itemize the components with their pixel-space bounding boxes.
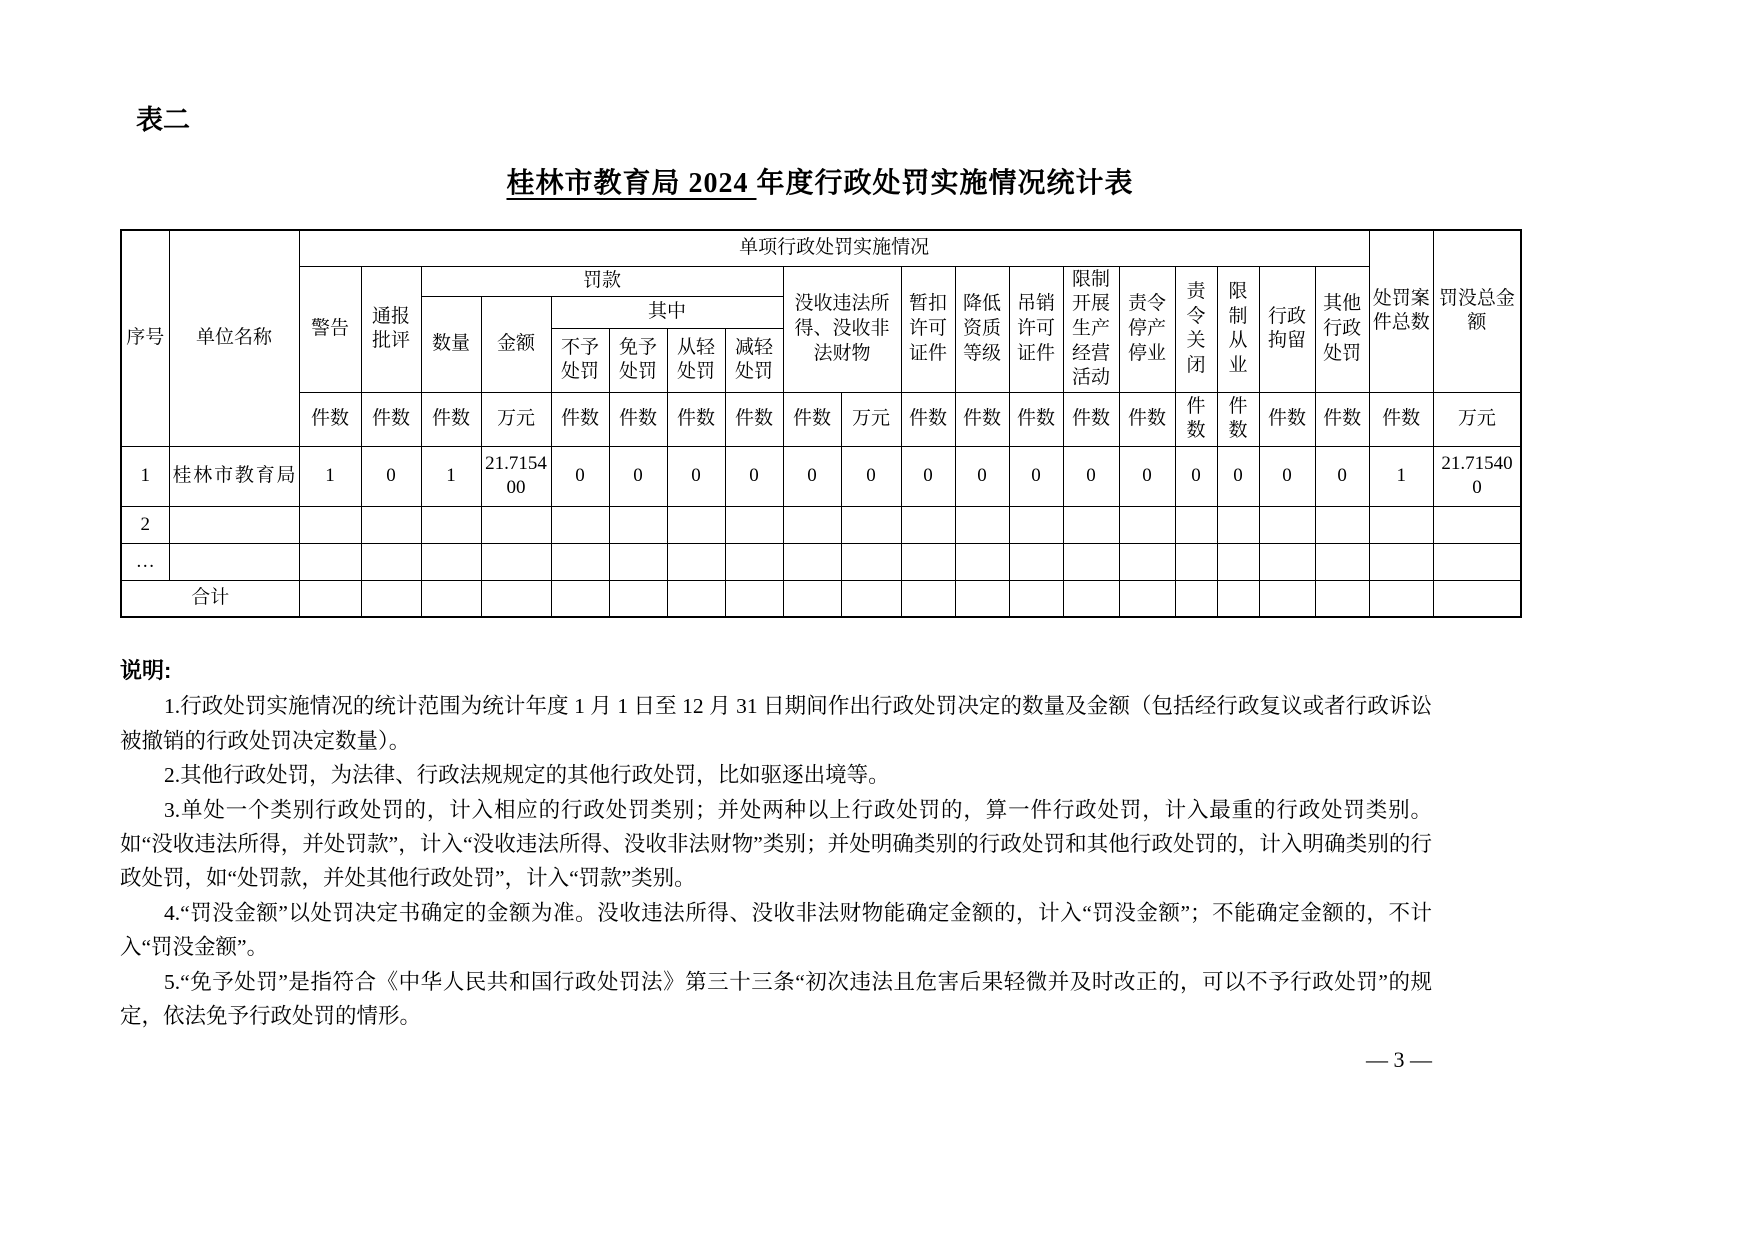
header-row-categories [121, 266, 1521, 296]
cell-value: 0 [1009, 446, 1063, 506]
unit-cell: 件数 [609, 392, 667, 446]
cell-index: 1 [121, 446, 169, 506]
cell-value [1369, 580, 1433, 617]
cell-total-label: 合计 [121, 580, 299, 617]
col-header-restrict-operation: 限制开展生产经营活动 [1063, 266, 1119, 392]
cell-value [1369, 506, 1433, 543]
cell-value [725, 543, 783, 580]
cell-value [609, 580, 667, 617]
unit-cell: 万元 [481, 392, 551, 446]
cell-value [1259, 506, 1315, 543]
header-row-units [121, 392, 1521, 446]
cell-value: 1 [1369, 446, 1433, 506]
col-header-revoke-license: 吊销许可证件 [1009, 266, 1063, 392]
unit-cell: 件数 [421, 392, 481, 446]
cell-value: 0 [609, 446, 667, 506]
unit-cell: 件数 [551, 392, 609, 446]
cell-value [609, 543, 667, 580]
cell-value [667, 506, 725, 543]
header-row-group [121, 230, 1521, 266]
col-header-lighter-penalty: 从轻处罚 [667, 328, 725, 392]
unit-cell: 件数 [1009, 392, 1063, 446]
cell-value: 0 [1217, 446, 1259, 506]
cell-value [1009, 506, 1063, 543]
cell-value [1315, 543, 1369, 580]
cell-value [1315, 580, 1369, 617]
cell-value: 0 [955, 446, 1009, 506]
cell-value: 0 [1063, 446, 1119, 506]
cell-value: 1 [299, 446, 361, 506]
cell-value [1175, 580, 1217, 617]
cell-value [1063, 506, 1119, 543]
cell-value [955, 580, 1009, 617]
unit-cell: 件数 [1217, 392, 1259, 446]
cell-value: 0 [551, 446, 609, 506]
cell-value: 0 [1119, 446, 1175, 506]
cell-value [667, 580, 725, 617]
table-row [121, 506, 1521, 543]
col-header-downgrade: 降低资质等级 [955, 266, 1009, 392]
notes-section [120, 654, 1432, 1033]
cell-value [1259, 580, 1315, 617]
unit-cell: 件数 [725, 392, 783, 446]
cell-value [841, 506, 901, 543]
cell-value [361, 543, 421, 580]
cell-value [841, 580, 901, 617]
table-label: 表二 [136, 105, 190, 135]
cell-value: 0 [361, 446, 421, 506]
cell-unit-name: 桂林市教育局 [169, 446, 299, 506]
table-row [121, 543, 1521, 580]
cell-value [1063, 580, 1119, 617]
cell-value [1259, 543, 1315, 580]
col-header-suspend-license: 暂扣许可证件 [901, 266, 955, 392]
cell-value [1217, 506, 1259, 543]
cell-value [421, 543, 481, 580]
col-header-restrict-practice: 限制从业 [1217, 266, 1259, 392]
cell-value [1119, 543, 1175, 580]
col-header-confiscation: 没收违法所得、没收非法财物 [783, 266, 901, 392]
unit-cell: 件数 [1119, 392, 1175, 446]
cell-value [783, 506, 841, 543]
col-header-index: 序号 [121, 230, 169, 446]
col-header-single-penalty-group: 单项行政处罚实施情况 [299, 230, 1369, 266]
title-rest-part: 年度行政处罚实施情况统计表 [756, 168, 1134, 199]
cell-value [361, 580, 421, 617]
cell-value [667, 543, 725, 580]
col-header-among-which: 其中 [551, 296, 783, 328]
col-header-other-penalty: 其他行政处罚 [1315, 266, 1369, 392]
unit-cell: 件数 [361, 392, 421, 446]
unit-cell: 件数 [901, 392, 955, 446]
cell-value [481, 580, 551, 617]
cell-unit-name [169, 506, 299, 543]
cell-value [1175, 543, 1217, 580]
note-item: 4.“罚没金额”以处罚决定书确定的金额为准。没收违法所得、没收非法财物能确定金额的，计入“罚没金额”；不能确定金额的，不计入“罚没金额”。 [120, 900, 1432, 960]
note-item: 5.“免予处罚”是指符合《中华人民共和国行政处罚法》第三十三条“初次违法且危害后果轻微并及时改正的，可以不予行政处罚”的规定，依法免予行政处罚的情形。 [120, 969, 1432, 1028]
cell-value [901, 506, 955, 543]
cell-value [1063, 543, 1119, 580]
cell-value [1009, 580, 1063, 617]
note-item: 3.单处一个类别行政处罚的，计入相应的行政处罚类别；并处两种以上行政处罚的，算一件行政处罚，计入最重的行政处罚类别。如“没收违法所得，并处罚款”，计入“没收违法所得、没收非法财物”类别；并处明确类别的行政处罚和其他行政处罚的，计入明确类别的行政处罚，如“处罚款，并处其他行政处罚”，计入“罚款”类别。 [120, 797, 1432, 891]
note-item: 1.行政处罚实施情况的统计范围为统计年度 1 月 1 日至 12 月 31 日期间作出行政处罚决定的数量及金额（包括经行政复议或者行政诉讼被撤销的行政处罚决定数量）。 [120, 694, 1432, 753]
cell-value: 0 [1175, 446, 1217, 506]
col-header-exempt-penalty: 免予处罚 [609, 328, 667, 392]
cell-value [1217, 543, 1259, 580]
title-underlined-part: 桂林市教育局 2024 [506, 168, 757, 199]
cell-value: 0 [841, 446, 901, 506]
cell-value [1175, 506, 1217, 543]
cell-value [841, 543, 901, 580]
cell-value [551, 580, 609, 617]
cell-value: 0 [901, 446, 955, 506]
cell-value [299, 580, 361, 617]
cell-value [481, 506, 551, 543]
cell-value [955, 543, 1009, 580]
cell-value [1119, 580, 1175, 617]
cell-value [1433, 543, 1521, 580]
cell-value [299, 506, 361, 543]
cell-value [299, 543, 361, 580]
cell-value [1119, 506, 1175, 543]
cell-value [1315, 506, 1369, 543]
cell-value: 0 [1315, 446, 1369, 506]
unit-cell: 件数 [783, 392, 841, 446]
cell-value [1009, 543, 1063, 580]
col-header-order-closure: 责令关闭 [1175, 266, 1217, 392]
col-header-total-amount: 罚没总金额 [1433, 230, 1521, 392]
cell-unit-name [169, 543, 299, 580]
cell-value [551, 543, 609, 580]
notes-label: 说明: [120, 658, 172, 684]
cell-value [901, 543, 955, 580]
cell-value [725, 506, 783, 543]
unit-cell: 件数 [1259, 392, 1315, 446]
cell-value: 21.715400 [1433, 446, 1521, 506]
unit-cell: 件数 [667, 392, 725, 446]
cell-value [551, 506, 609, 543]
cell-value [955, 506, 1009, 543]
col-header-unit-name: 单位名称 [169, 230, 299, 446]
cell-value: 1 [421, 446, 481, 506]
col-header-no-penalty: 不予处罚 [551, 328, 609, 392]
cell-value [361, 506, 421, 543]
cell-value [1433, 506, 1521, 543]
unit-cell: 件数 [1315, 392, 1369, 446]
cell-index: … [121, 543, 169, 580]
cell-value [901, 580, 955, 617]
cell-value: 21.715400 [481, 446, 551, 506]
col-header-fine-count: 数量 [421, 296, 481, 392]
unit-cell: 件数 [955, 392, 1009, 446]
col-header-halt-production: 责令停产停业 [1119, 266, 1175, 392]
cell-value [421, 506, 481, 543]
page-title [120, 161, 1520, 201]
cell-value [1369, 543, 1433, 580]
cell-value: 0 [667, 446, 725, 506]
unit-cell: 件数 [299, 392, 361, 446]
cell-value [1433, 580, 1521, 617]
page-number: — 3 — [1366, 1047, 1432, 1073]
unit-cell: 件数 [1063, 392, 1119, 446]
col-header-fine-group: 罚款 [421, 266, 783, 296]
cell-value [725, 580, 783, 617]
col-header-fine-amount: 金额 [481, 296, 551, 392]
col-header-detention: 行政拘留 [1259, 266, 1315, 392]
unit-cell: 万元 [1433, 392, 1521, 446]
unit-cell: 万元 [841, 392, 901, 446]
table-row-total [121, 580, 1521, 617]
cell-value: 0 [725, 446, 783, 506]
cell-value [481, 543, 551, 580]
cell-value [1217, 580, 1259, 617]
unit-cell: 件数 [1175, 392, 1217, 446]
unit-cell: 件数 [1369, 392, 1433, 446]
penalty-statistics-table [120, 229, 1522, 618]
cell-value [421, 580, 481, 617]
cell-value: 0 [1259, 446, 1315, 506]
cell-value [783, 580, 841, 617]
cell-value [783, 543, 841, 580]
col-header-total-cases: 处罚案件总数 [1369, 230, 1433, 392]
cell-index: 2 [121, 506, 169, 543]
cell-value: 0 [783, 446, 841, 506]
note-item: 2.其他行政处罚，为法律、行政法规规定的其他行政处罚，比如驱逐出境等。 [164, 763, 890, 788]
col-header-warning: 警告 [299, 266, 361, 392]
table-row [121, 446, 1521, 506]
col-header-criticism: 通报批评 [361, 266, 421, 392]
cell-value [609, 506, 667, 543]
col-header-mitigated-penalty: 减轻处罚 [725, 328, 783, 392]
document-page [120, 0, 1520, 1073]
